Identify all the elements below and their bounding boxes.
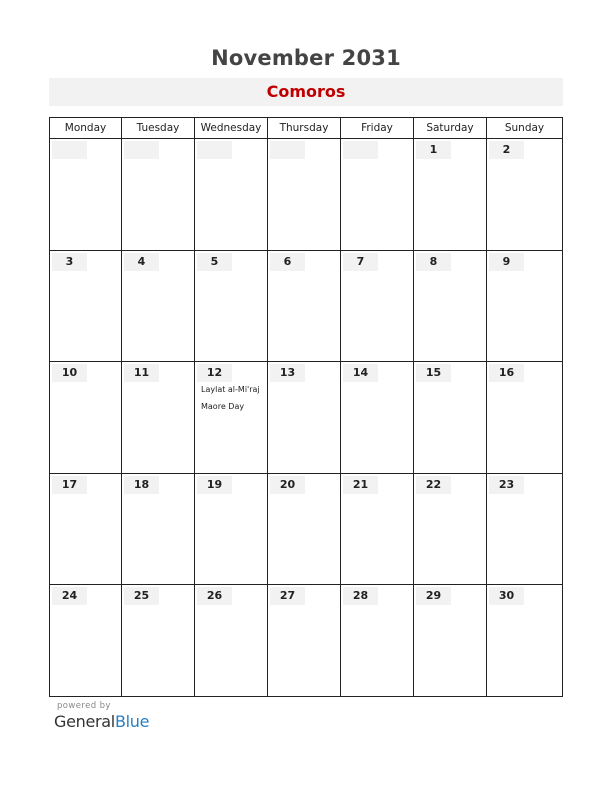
day-number: 21: [343, 476, 378, 494]
day-cell[interactable]: [341, 139, 414, 251]
day-cell[interactable]: [122, 251, 195, 362]
day-number: 25: [124, 587, 159, 605]
day-number: 6: [270, 253, 305, 271]
holiday-event: Maore Day: [201, 402, 245, 411]
day-cell[interactable]: [487, 585, 562, 696]
day-cell[interactable]: [50, 474, 122, 585]
day-number: [124, 141, 159, 159]
day-number: 14: [343, 364, 378, 382]
day-cell[interactable]: [341, 585, 414, 696]
day-cell[interactable]: [487, 474, 562, 585]
day-cell[interactable]: [50, 362, 122, 474]
day-number: 26: [197, 587, 232, 605]
day-number: 27: [270, 587, 305, 605]
day-number: [343, 141, 378, 159]
day-number: 10: [52, 364, 87, 382]
weekday-sunday: Sunday: [504, 122, 545, 134]
day-number: 30: [489, 587, 524, 605]
day-number: 24: [52, 587, 87, 605]
day-cell[interactable]: [50, 585, 122, 696]
weekday-saturday: Saturday: [414, 118, 487, 138]
weekday-header-row: [50, 118, 562, 139]
day-cell[interactable]: [122, 362, 195, 474]
day-number: 7: [343, 253, 378, 271]
day-number: 22: [416, 476, 451, 494]
day-cell[interactable]: [268, 585, 341, 696]
day-cell[interactable]: [268, 139, 341, 251]
logo-blue-text: Blue: [114, 712, 150, 731]
day-number: 12: [197, 364, 232, 382]
weekday-thursday: Thursday: [268, 118, 341, 138]
day-cell[interactable]: [50, 251, 122, 362]
logo-general-text: General: [54, 712, 115, 731]
day-cell[interactable]: [195, 585, 268, 696]
day-cell[interactable]: [487, 139, 562, 251]
day-cell[interactable]: [195, 139, 268, 251]
weekday-tuesday: Tuesday: [122, 118, 195, 138]
day-cell[interactable]: [487, 362, 562, 474]
day-number: 20: [270, 476, 305, 494]
day-number: 28: [343, 587, 378, 605]
day-number: [197, 141, 232, 159]
weekday-friday: Friday: [341, 118, 414, 138]
day-cell[interactable]: [195, 474, 268, 585]
day-number: 23: [489, 476, 524, 494]
day-number: [52, 141, 87, 159]
day-number: 17: [52, 476, 87, 494]
day-cell[interactable]: [414, 362, 487, 474]
day-cell[interactable]: [122, 474, 195, 585]
day-cell[interactable]: [50, 139, 122, 251]
day-number: 15: [416, 364, 451, 382]
holiday-event: Laylat al-Mi'raj: [201, 385, 260, 394]
day-number: [270, 141, 305, 159]
day-number: 5: [197, 253, 232, 271]
day-number: 13: [270, 364, 305, 382]
day-cell[interactable]: [341, 251, 414, 362]
day-cell[interactable]: [122, 139, 195, 251]
event-list: [201, 385, 263, 419]
weekday-monday: Monday: [50, 118, 122, 138]
day-number: 4: [124, 253, 159, 271]
powered-by-text: powered by: [57, 701, 111, 711]
day-number: 3: [52, 253, 87, 271]
day-number: 9: [489, 253, 524, 271]
day-number: 2: [489, 141, 524, 159]
day-cell[interactable]: [122, 585, 195, 696]
day-number: 1: [416, 141, 451, 159]
day-cell[interactable]: [414, 474, 487, 585]
day-number: 19: [197, 476, 232, 494]
day-cell[interactable]: [414, 139, 487, 251]
day-cell[interactable]: [195, 362, 268, 474]
day-number: 8: [416, 253, 451, 271]
weekday-wednesday: Wednesday: [195, 118, 268, 138]
day-number: 11: [124, 364, 159, 382]
day-number: 16: [489, 364, 524, 382]
day-cell[interactable]: [414, 585, 487, 696]
day-number: 18: [124, 476, 159, 494]
calendar-grid: [49, 117, 563, 697]
day-number: 29: [416, 587, 451, 605]
day-cell[interactable]: [268, 251, 341, 362]
day-cell[interactable]: [341, 362, 414, 474]
day-cell[interactable]: [487, 251, 562, 362]
page-title: November 2031: [211, 46, 401, 70]
day-cell[interactable]: [268, 362, 341, 474]
day-cell[interactable]: [268, 474, 341, 585]
country-banner: Comoros: [49, 78, 563, 106]
day-cell[interactable]: [414, 251, 487, 362]
day-cell[interactable]: [195, 251, 268, 362]
day-cell[interactable]: [341, 474, 414, 585]
generalblue-logo[interactable]: [54, 712, 149, 731]
